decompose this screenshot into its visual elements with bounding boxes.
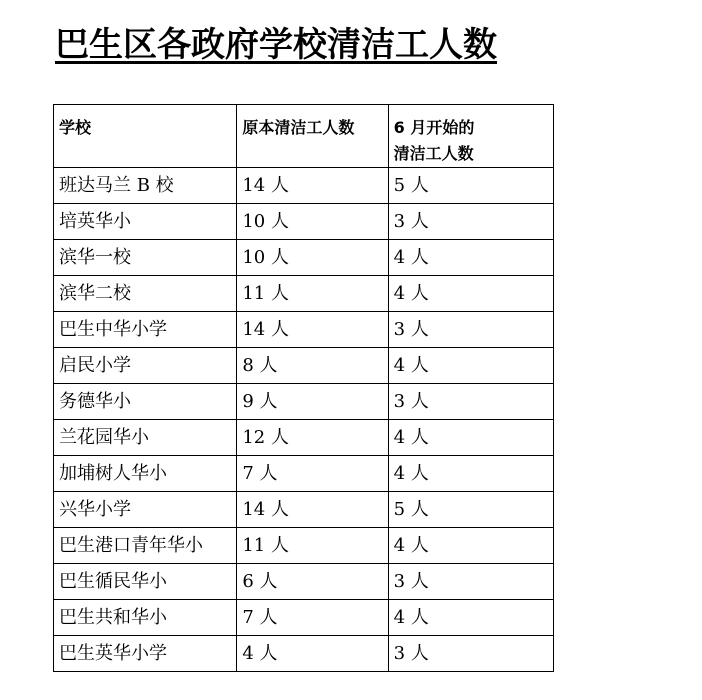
school-cell: 滨华一校 <box>54 240 237 276</box>
table-row <box>54 384 554 420</box>
table-header-row <box>54 105 554 168</box>
june-count-cell: 4 人 <box>388 456 553 492</box>
header-june-line-1: 6 月开始的 <box>393 118 475 137</box>
original-count-cell: 12 人 <box>237 420 388 456</box>
june-count-cell: 4 人 <box>388 528 553 564</box>
june-count-cell: 4 人 <box>388 420 553 456</box>
june-count-cell: 4 人 <box>388 276 553 312</box>
table-row <box>54 312 554 348</box>
school-cell: 兰花园华小 <box>54 420 237 456</box>
original-count-cell: 14 人 <box>237 492 388 528</box>
table-row <box>54 636 554 672</box>
table-row <box>54 492 554 528</box>
june-count-cell: 4 人 <box>388 240 553 276</box>
header-june-line-2: 清洁工人数 <box>393 144 474 163</box>
table-row <box>54 600 554 636</box>
table-row <box>54 420 554 456</box>
table-row <box>54 564 554 600</box>
table-body <box>54 168 554 672</box>
table-row <box>54 348 554 384</box>
school-cell: 培英华小 <box>54 204 237 240</box>
original-count-cell: 6 人 <box>237 564 388 600</box>
june-count-cell: 3 人 <box>388 204 553 240</box>
june-count-cell: 4 人 <box>388 600 553 636</box>
school-cell: 兴华小学 <box>54 492 237 528</box>
original-count-cell: 8 人 <box>237 348 388 384</box>
school-cell: 滨华二校 <box>54 276 237 312</box>
june-count-cell: 3 人 <box>388 564 553 600</box>
page-title: 巴生区各政府学校清洁工人数 <box>55 25 497 65</box>
original-count-cell: 11 人 <box>237 276 388 312</box>
header-june-count <box>388 105 553 168</box>
school-cell: 启民小学 <box>54 348 237 384</box>
school-cell: 巴生循民华小 <box>54 564 237 600</box>
cleaners-table <box>53 104 554 672</box>
school-cell: 巴生共和华小 <box>54 600 237 636</box>
table-row <box>54 456 554 492</box>
original-count-cell: 14 人 <box>237 168 388 204</box>
school-cell: 巴生英华小学 <box>54 636 237 672</box>
june-count-cell: 4 人 <box>388 348 553 384</box>
original-count-cell: 14 人 <box>237 312 388 348</box>
school-cell: 巴生港口青年华小 <box>54 528 237 564</box>
june-count-cell: 5 人 <box>388 492 553 528</box>
table-row <box>54 528 554 564</box>
table-row <box>54 204 554 240</box>
original-count-cell: 10 人 <box>237 240 388 276</box>
table-row <box>54 240 554 276</box>
table-row <box>54 276 554 312</box>
original-count-cell: 9 人 <box>237 384 388 420</box>
june-count-cell: 3 人 <box>388 384 553 420</box>
original-count-cell: 7 人 <box>237 456 388 492</box>
header-original-count: 原本清洁工人数 <box>237 105 388 168</box>
original-count-cell: 4 人 <box>237 636 388 672</box>
june-count-cell: 3 人 <box>388 312 553 348</box>
school-cell: 务德华小 <box>54 384 237 420</box>
original-count-cell: 10 人 <box>237 204 388 240</box>
june-count-cell: 3 人 <box>388 636 553 672</box>
table-row <box>54 168 554 204</box>
june-count-cell: 5 人 <box>388 168 553 204</box>
header-school: 学校 <box>54 105 237 168</box>
school-cell: 巴生中华小学 <box>54 312 237 348</box>
original-count-cell: 7 人 <box>237 600 388 636</box>
original-count-cell: 11 人 <box>237 528 388 564</box>
school-cell: 加埔树人华小 <box>54 456 237 492</box>
school-cell: 班达马兰 B 校 <box>54 168 237 204</box>
